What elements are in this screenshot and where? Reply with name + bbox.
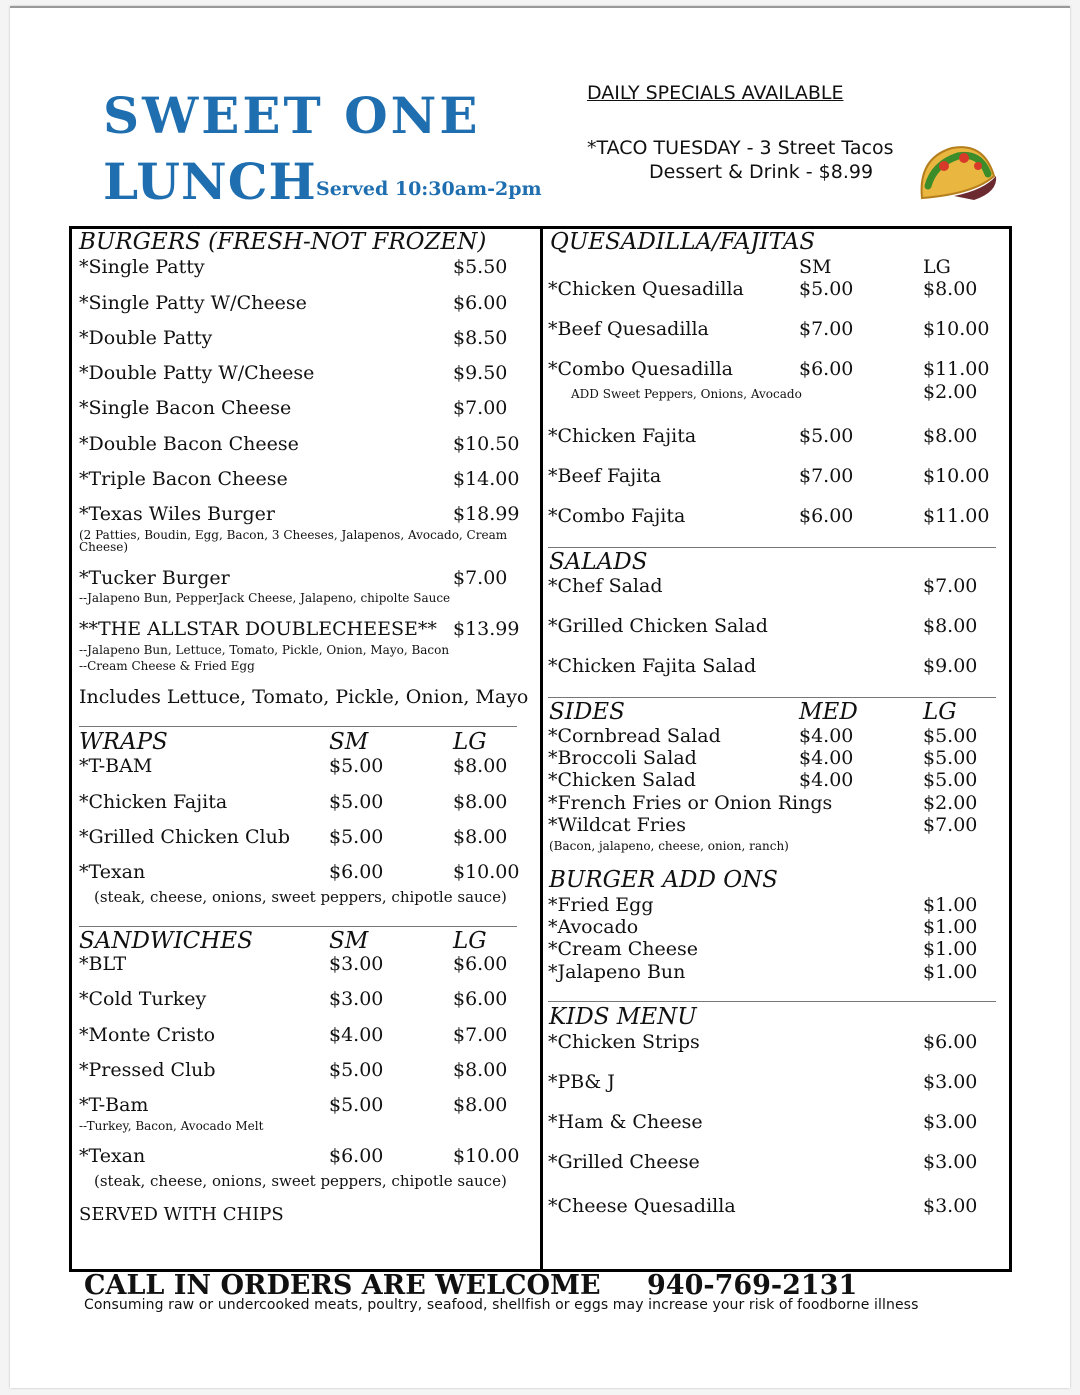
- quesadilla-item-name: *Beef Quesadilla: [548, 318, 709, 340]
- call-in-orders: CALL IN ORDERS ARE WELCOME: [84, 1270, 601, 1301]
- wrap-item-name: *Chicken Fajita: [79, 791, 228, 813]
- served-with-chips: SERVED WITH CHIPS: [79, 1204, 284, 1225]
- quesadilla-item-name: *Combo Fajita: [548, 505, 686, 527]
- kids-item-price: $3.00: [923, 1111, 978, 1133]
- menu-title-line2: LUNCH: [103, 152, 317, 211]
- served-hours: Served 10:30am-2pm: [316, 178, 542, 200]
- sandwich-item-lg: $7.00: [453, 1024, 508, 1046]
- burger-item-name: *Single Bacon Cheese: [79, 397, 292, 419]
- side-item-med: $4.00: [799, 725, 854, 747]
- quesadilla-item-lg: $10.00: [923, 318, 990, 340]
- wrap-item-lg: $8.00: [453, 755, 508, 777]
- salad-item-name: *Grilled Chicken Salad: [548, 615, 768, 637]
- sandwich-item-name: *Texan: [79, 1145, 146, 1167]
- special-line-2: Dessert & Drink - $8.99: [649, 161, 874, 183]
- salad-item-price: $9.00: [923, 655, 978, 677]
- addon-item-price: $1.00: [923, 961, 978, 983]
- burger-item-name: *Tucker Burger: [79, 567, 230, 589]
- wrap-item-sm: $5.00: [329, 755, 384, 777]
- menu-title-line1: SWEET ONE: [103, 86, 481, 145]
- burger-item-price: $7.00: [453, 567, 508, 589]
- burger-item-name: **THE ALLSTAR DOUBLECHEESE**: [79, 618, 437, 640]
- side-item-name: *Cornbread Salad: [548, 725, 721, 747]
- burger-item-price: $10.50: [453, 433, 520, 455]
- burger-item-price: $14.00: [453, 468, 520, 490]
- kids-item-name: *Ham & Cheese: [548, 1111, 703, 1133]
- quesadilla-item-sm: $6.00: [799, 505, 854, 527]
- side-item-lg: $5.00: [923, 769, 978, 791]
- kids-item-price: $6.00: [923, 1031, 978, 1053]
- sandwich-item-lg: $6.00: [453, 953, 508, 975]
- quesadilla-item-name: *Combo Quesadilla: [548, 358, 733, 380]
- quesadilla-item-name: *Beef Fajita: [548, 465, 662, 487]
- side-item-lg: $5.00: [923, 747, 978, 769]
- sandwich-item-lg: $10.00: [453, 1145, 520, 1167]
- sandwich-item-name: *Pressed Club: [79, 1059, 216, 1081]
- quesadilla-item-sm: $7.00: [799, 318, 854, 340]
- kids-item-price: $3.00: [923, 1195, 978, 1217]
- burger-item-price: $18.99: [453, 503, 520, 525]
- quesadillas-lg-label: LG: [923, 256, 951, 278]
- wrap-item-sm: $6.00: [329, 861, 384, 883]
- wrap-item-sm: $5.00: [329, 791, 384, 813]
- burger-item-name: *Double Bacon Cheese: [79, 433, 299, 455]
- sandwich-item-lg: $8.00: [453, 1094, 508, 1116]
- specials-heading: DAILY SPECIALS AVAILABLE: [587, 82, 844, 104]
- sandwiches-heading: SANDWICHES: [79, 928, 253, 954]
- quesadilla-item-lg: $8.00: [923, 425, 978, 447]
- salad-item-price: $8.00: [923, 615, 978, 637]
- addon-item-price: $1.00: [923, 894, 978, 916]
- sandwich-item-sm: $3.00: [329, 953, 384, 975]
- burger-item-name: *Single Patty: [79, 256, 205, 278]
- burger-item-price: $8.50: [453, 327, 508, 349]
- sandwich-item-sm: $3.00: [329, 988, 384, 1010]
- quesadilla-item-sm: $6.00: [799, 358, 854, 380]
- quesadillas-sm-label: SM: [799, 256, 832, 278]
- side-item-name: *French Fries or Onion Rings: [548, 792, 833, 814]
- addon-item-price: $1.00: [923, 916, 978, 938]
- taco-icon: [914, 136, 998, 208]
- allstar-note-2: --Cream Cheese & Fried Egg: [79, 659, 255, 673]
- special-line-1: *TACO TUESDAY - 3 Street Tacos: [587, 137, 894, 159]
- sandwiches-sm-label: SM: [329, 928, 369, 954]
- burger-includes: Includes Lettuce, Tomato, Pickle, Onion, Mayo: [79, 686, 529, 708]
- quesadilla-item-lg: $10.00: [923, 465, 990, 487]
- sides-med-label: MED: [799, 699, 858, 725]
- wrap-item-name: *Grilled Chicken Club: [79, 826, 290, 848]
- divider: [79, 726, 517, 727]
- burger-item-price: $9.50: [453, 362, 508, 384]
- divider: [548, 1001, 996, 1002]
- quesadilla-item-lg: $11.00: [923, 358, 990, 380]
- quesadilla-add-note: ADD Sweet Peppers, Onions, Avocado: [571, 387, 802, 401]
- burger-item-name: *Texas Wiles Burger: [79, 503, 275, 525]
- burger-item-price: $6.00: [453, 292, 508, 314]
- quesadilla-item-sm: $5.00: [799, 425, 854, 447]
- sandwich-item-sm: $4.00: [329, 1024, 384, 1046]
- quesadilla-item-lg: $8.00: [923, 278, 978, 300]
- addons-heading: BURGER ADD ONS: [549, 867, 778, 893]
- sandwich-item-name: *Monte Cristo: [79, 1024, 216, 1046]
- wrap-item-name: *Texan: [79, 861, 146, 883]
- quesadilla-item-name: *Chicken Quesadilla: [548, 278, 744, 300]
- texas-wiles-note-cont: Cheese): [79, 540, 129, 554]
- quesadilla-add-price: $2.00: [923, 381, 978, 403]
- wraps-heading: WRAPS: [79, 729, 168, 755]
- burger-item-name: *Single Patty W/Cheese: [79, 292, 307, 314]
- side-item-name: *Broccoli Salad: [548, 747, 697, 769]
- sandwich-texan-note: (steak, cheese, onions, sweet peppers, chipotle sauce): [94, 1172, 507, 1190]
- addon-item-name: *Jalapeno Bun: [548, 961, 686, 983]
- burger-item-name: *Double Patty: [79, 327, 213, 349]
- wrap-item-lg: $8.00: [453, 791, 508, 813]
- side-item-name: *Chicken Salad: [548, 769, 696, 791]
- allstar-note-1: --Jalapeno Bun, Lettuce, Tomato, Pickle, Onion, Mayo, Bacon: [79, 643, 450, 657]
- sandwich-item-name: *BLT: [79, 953, 127, 975]
- sandwiches-lg-label: LG: [453, 928, 487, 954]
- wrap-item-lg: $10.00: [453, 861, 520, 883]
- quesadilla-item-lg: $11.00: [923, 505, 990, 527]
- foodborne-disclaimer: Consuming raw or undercooked meats, poultry, seafood, shellfish or eggs may increase your risk of foodborne illness: [84, 1297, 919, 1313]
- addon-item-name: *Cream Cheese: [548, 938, 699, 960]
- side-item-lg: $5.00: [923, 725, 978, 747]
- sandwich-item-sm: $6.00: [329, 1145, 384, 1167]
- salads-heading: SALADS: [549, 549, 648, 575]
- wildcat-note: (Bacon, jalapeno, cheese, onion, ranch): [549, 839, 789, 853]
- sandwich-item-name: *Cold Turkey: [79, 988, 207, 1010]
- sandwich-item-sm: $5.00: [329, 1094, 384, 1116]
- side-item-name: *Wildcat Fries: [548, 814, 686, 836]
- sandwich-item-name: *T-Bam: [79, 1094, 149, 1116]
- wrap-texan-note: (steak, cheese, onions, sweet peppers, chipotle sauce): [94, 888, 507, 906]
- divider: [548, 697, 996, 698]
- burger-item-name: *Double Patty W/Cheese: [79, 362, 315, 384]
- kids-item-name: *Chicken Strips: [548, 1031, 700, 1053]
- sandwich-tbam-note: --Turkey, Bacon, Avocado Melt: [79, 1119, 264, 1133]
- wrap-item-name: *T-BAM: [79, 755, 153, 777]
- quesadillas-heading: QUESADILLA/FAJITAS: [550, 229, 816, 255]
- sides-lg-label: LG: [923, 699, 957, 725]
- sandwich-item-lg: $6.00: [453, 988, 508, 1010]
- salad-item-name: *Chicken Fajita Salad: [548, 655, 757, 677]
- burger-item-price: $7.00: [453, 397, 508, 419]
- addon-item-price: $1.00: [923, 938, 978, 960]
- tucker-note: --Jalapeno Bun, PepperJack Cheese, Jalapeno, chipolte Sauce: [79, 591, 451, 605]
- addon-item-name: *Avocado: [548, 916, 639, 938]
- kids-item-price: $3.00: [923, 1071, 978, 1093]
- texas-wiles-note: (2 Patties, Boudin, Egg, Bacon, 3 Cheeses, Jalapenos, Avocado, Cream: [79, 528, 508, 542]
- phone-number[interactable]: 940-769-2131: [647, 1270, 858, 1301]
- wrap-item-sm: $5.00: [329, 826, 384, 848]
- burger-item-price: $13.99: [453, 618, 520, 640]
- divider: [548, 547, 996, 548]
- side-item-lg: $2.00: [923, 792, 978, 814]
- side-item-med: $4.00: [799, 747, 854, 769]
- sandwich-item-lg: $8.00: [453, 1059, 508, 1081]
- salad-item-price: $7.00: [923, 575, 978, 597]
- kids-item-price: $3.00: [923, 1151, 978, 1173]
- sides-heading: SIDES: [549, 699, 625, 725]
- burger-item-name: *Triple Bacon Cheese: [79, 468, 288, 490]
- side-item-med: $4.00: [799, 769, 854, 791]
- kids-heading: KIDS MENU: [549, 1004, 697, 1030]
- kids-item-name: *PB& J: [548, 1071, 615, 1093]
- quesadilla-item-sm: $5.00: [799, 278, 854, 300]
- wraps-sm-label: SM: [329, 729, 369, 755]
- quesadilla-item-name: *Chicken Fajita: [548, 425, 697, 447]
- kids-item-name: *Grilled Cheese: [548, 1151, 700, 1173]
- burgers-heading: BURGERS (FRESH-NOT FROZEN): [79, 229, 487, 255]
- kids-item-name: *Cheese Quesadilla: [548, 1195, 736, 1217]
- addon-item-name: *Fried Egg: [548, 894, 654, 916]
- wraps-lg-label: LG: [453, 729, 487, 755]
- wrap-item-lg: $8.00: [453, 826, 508, 848]
- burger-item-price: $5.50: [453, 256, 508, 278]
- side-item-lg: $7.00: [923, 814, 978, 836]
- sandwich-item-sm: $5.00: [329, 1059, 384, 1081]
- quesadilla-item-sm: $7.00: [799, 465, 854, 487]
- salad-item-name: *Chef Salad: [548, 575, 663, 597]
- divider: [79, 926, 517, 927]
